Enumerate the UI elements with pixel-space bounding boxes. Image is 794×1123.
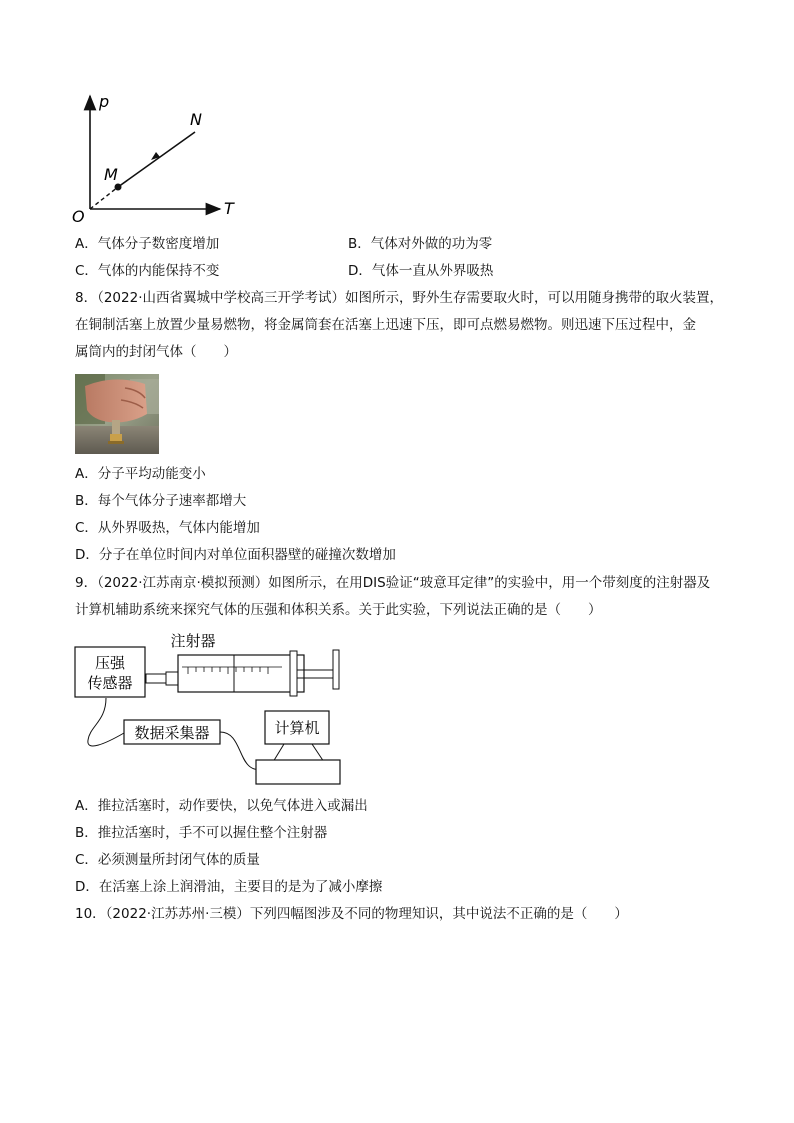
q8-option-a: A．分子平均动能变小 — [75, 466, 206, 482]
computer-label: 计算机 — [274, 719, 320, 737]
q9-option-c: C．必须测量所封闭气体的质量 — [75, 852, 260, 868]
syringe-barrel — [178, 655, 304, 692]
syringe-label: 注射器 — [170, 632, 216, 650]
fire-piston-photo — [75, 374, 159, 454]
q7-option-b: B．气体对外做的功为零 — [348, 236, 493, 252]
q7-option-a: A．气体分子数密度增加 — [75, 236, 220, 252]
m-n-line — [118, 132, 195, 187]
q8-stem-line-2: 在铜制活塞上放置少量易燃物，将金属筒套在活塞上迅速下压，即可点燃易燃物。则迅速下压过程中，金 — [75, 317, 696, 333]
q8-option-d: D．分子在单位时间内对单位面积器壁的碰撞次数增加 — [75, 547, 396, 563]
q8-stem-line-3: 属筒内的封闭气体（ ） — [75, 344, 237, 360]
q8-option-b: B．每个气体分子速率都增大 — [75, 493, 247, 509]
q9-stem-line-1: 9．（2022·江苏南京·模拟预测）如图所示，在用DIS验证“玻意耳定律”的实验中，用一个带刻度的注射器及 — [75, 575, 711, 591]
y-axis-label: p — [99, 92, 110, 111]
p-t-graph — [60, 88, 260, 228]
q7-option-c: C．气体的内能保持不变 — [75, 263, 220, 279]
point-n-label: N — [190, 110, 202, 129]
collector-label: 数据采集器 — [134, 724, 210, 742]
dashed-segment — [90, 187, 118, 209]
point-m-label: M — [104, 165, 118, 184]
q8-stem-line-1: 8．（2022·山西省翼城中学校高三开学考试）如图所示，野外生存需要取火时，可以用随身携带的取火装置， — [75, 290, 723, 306]
computer-base — [256, 760, 340, 784]
dis-apparatus-diagram — [60, 626, 360, 790]
q9-option-b: B．推拉活塞时，手不可以握住整个注射器 — [75, 825, 328, 841]
q10-stem-line-1: 10．（2022·江苏苏州·三模）下列四幅图涉及不同的物理知识，其中说法不正确的是（ ） — [75, 906, 628, 922]
x-axis-label: T — [224, 199, 234, 218]
origin-label: O — [72, 207, 85, 226]
q7-option-d: D．气体一直从外界吸热 — [348, 263, 494, 279]
q8-option-c: C．从外界吸热，气体内能增加 — [75, 520, 260, 536]
sensor-label-line-1: 压强 — [94, 654, 126, 672]
sensor-label-line-2: 传感器 — [87, 674, 133, 692]
point-m — [115, 184, 122, 191]
q9-stem-line-2: 计算机辅助系统来探究气体的压强和体积关系。关于此实验，下列说法正确的是（ ） — [75, 602, 602, 618]
q9-option-d: D．在活塞上涂上润滑油，主要目的是为了减小摩擦 — [75, 879, 383, 895]
q9-option-a: A．推拉活塞时，动作要快，以免气体进入或漏出 — [75, 798, 368, 814]
plunger-handle — [333, 650, 339, 689]
